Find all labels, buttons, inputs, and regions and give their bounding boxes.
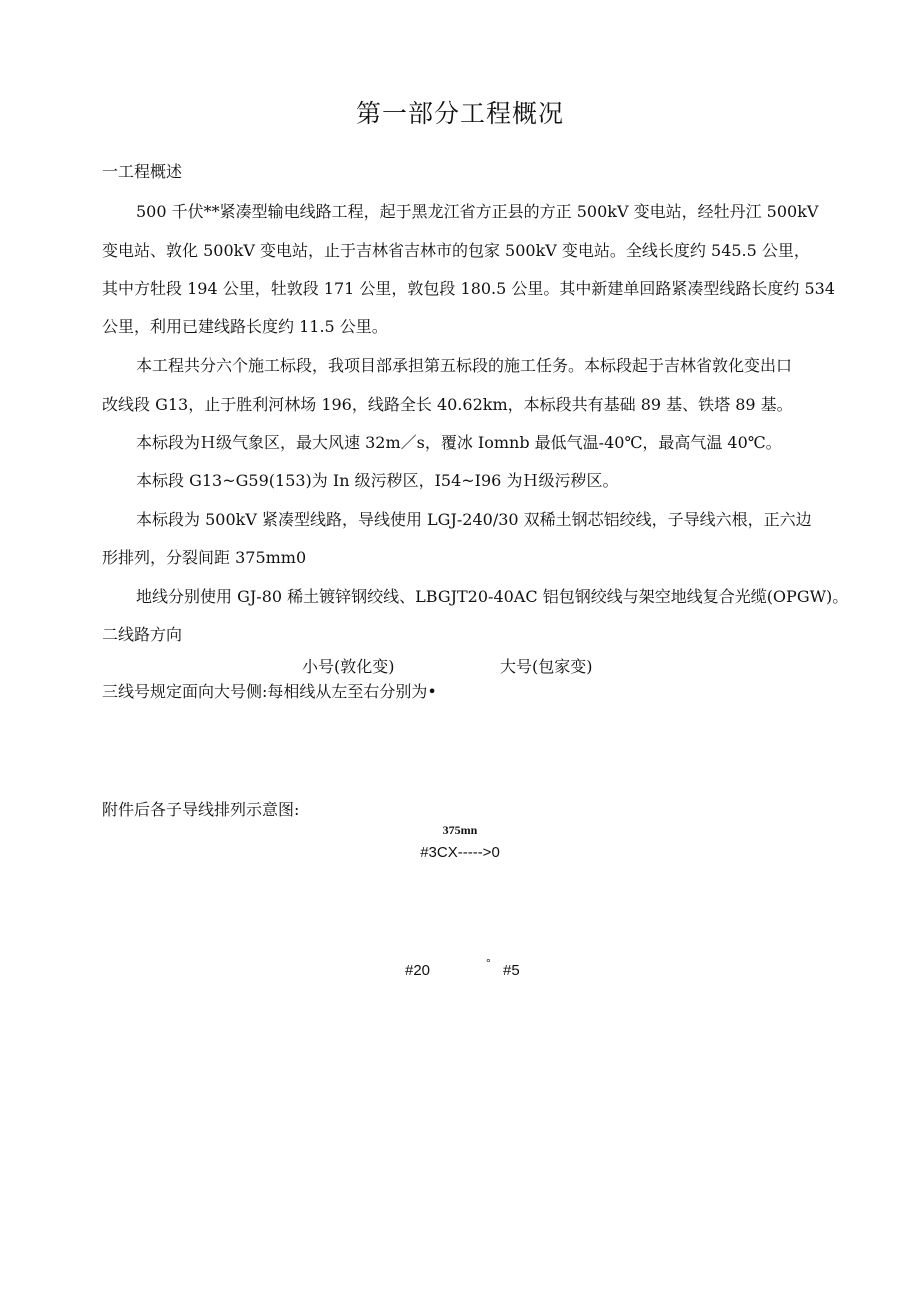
para1-line1: 500 千伏**紧凑型输电线路工程，起于黑龙江省方正县的方正 500kV 变电站，经牡丹江 500kV bbox=[136, 202, 819, 221]
diagram-spacing-label: 375mn bbox=[442, 823, 478, 837]
para1-line4: 公里，利用已建线路长度约 11.5 公里。 bbox=[102, 317, 388, 336]
diagram-bottom-mid-mark: ° bbox=[486, 956, 491, 970]
diagram-top-label: #3CX----->0 bbox=[420, 844, 500, 861]
para2-line1: 本工程共分六个施工标段，我项目部承担第五标段的施工任务。本标段起于吉林省敦化变出口 bbox=[136, 356, 793, 375]
direction-large-label: 大号(包家变) bbox=[500, 657, 593, 676]
diagram-bottom-left-label: #20 bbox=[405, 962, 431, 979]
section1-heading: 一工程概述 bbox=[102, 162, 183, 181]
direction-small-label: 小号(敦化变) bbox=[302, 657, 395, 676]
page-title: 第一部分工程概况 bbox=[355, 99, 564, 128]
section3-heading: 三线号规定面向大号侧:每相线从左至右分别为• bbox=[102, 682, 437, 701]
diagram-bottom-right-label: #5 bbox=[503, 962, 520, 979]
para2-line2: 改线段 G13，止于胜利河林场 196，线路全长 40.62km，本标段共有基础 89 基、铁塔 89 基。 bbox=[102, 395, 793, 414]
section2-heading: 二线路方向 bbox=[102, 625, 183, 644]
para1-line3: 其中方牡段 194 公里，牡敦段 171 公里，敦包段 180.5 公里。其中新建单回路紧凑型线路长度约 534 bbox=[102, 279, 836, 298]
para5-line2: 形排列，分裂间距 375mm0 bbox=[102, 548, 307, 567]
para6: 地线分别使用 GJ-80 稀土镀锌钢绞线、LBGJT20-40AC 铝包钢绞线与架空地线复合光缆(OPGW)。 bbox=[136, 587, 849, 606]
para3: 本标段为Ｈ级气象区，最大风速 32m／s，覆冰 Iomnb 最低气温-40℃，最高气温 40℃。 bbox=[136, 433, 782, 452]
para4: 本标段 G13~G59(153)为 In 级污秽区，I54~I96 为Ｈ级污秽区。 bbox=[136, 471, 619, 490]
para1-line2: 变电站、敦化 500kV 变电站，止于吉林省吉林市的包家 500kV 变电站。全线长度约 545.5 公里， bbox=[102, 241, 810, 260]
para5-line1: 本标段为 500kV 紧凑型线路，导线使用 LGJ-240/30 双稀土钢芯铝绞线，子导线六根，正六边 bbox=[136, 510, 812, 529]
diagram-caption: 附件后各子导线排列示意图: bbox=[102, 800, 300, 819]
